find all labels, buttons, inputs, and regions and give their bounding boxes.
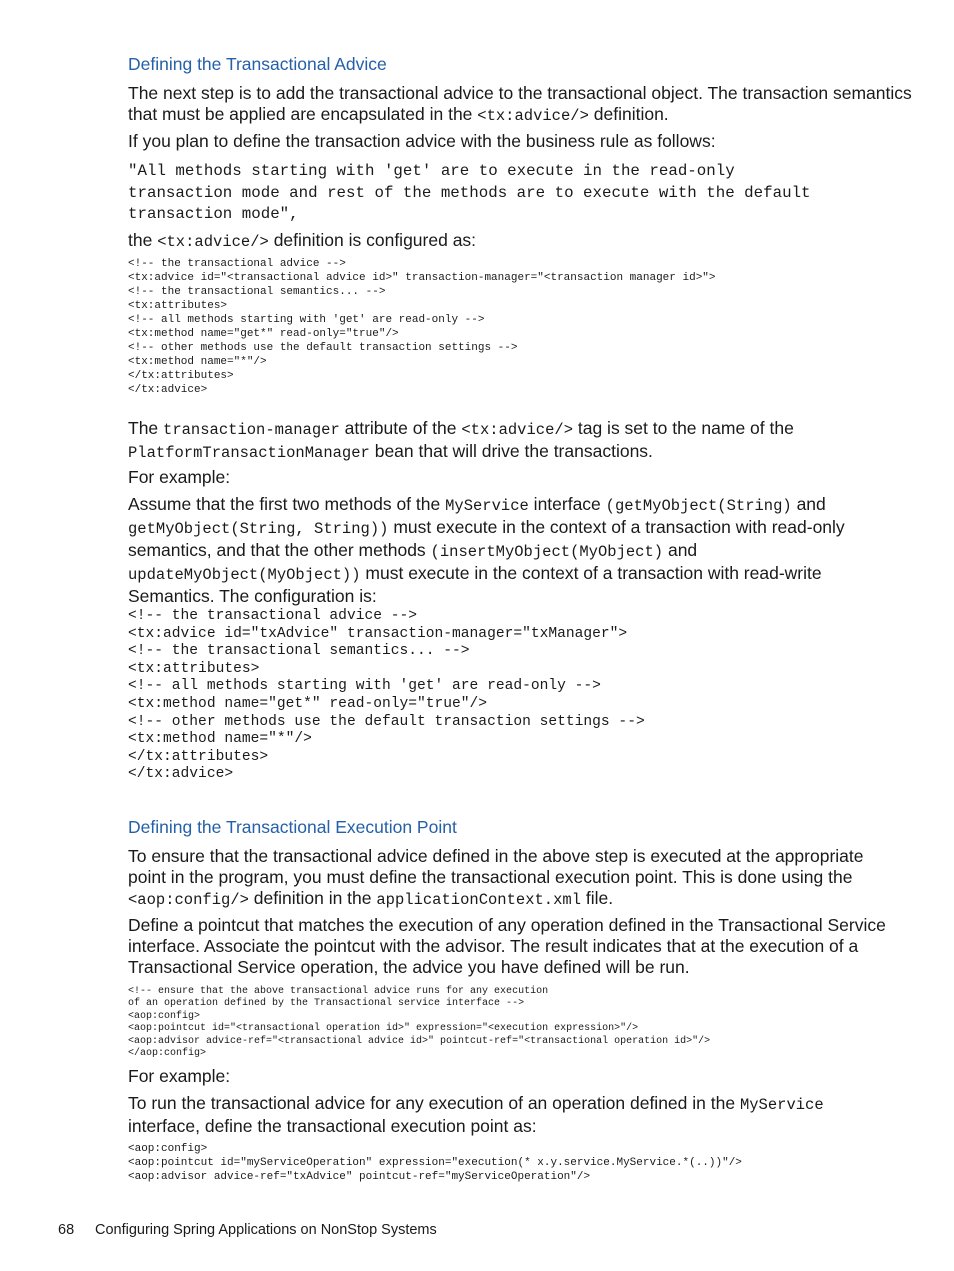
code-block-tx-advice-example: <!-- the transactional advice --> <tx:advice id="txAdvice" transaction-manager="txManager"> <!-- the transactional semantics... --> <tx:attributes> <!-- all methods starting with 'get' are read-only --> <tx:method name="get*" read-only="true"/> <!-- other methods use the default transaction settings --> <tx:method name="*"/> </tx:attributes> </tx:advice> bbox=[128, 608, 645, 783]
paragraph-intro bbox=[128, 83, 912, 127]
inline-code: <tx:advice/> bbox=[477, 107, 589, 125]
business-rule-text: "All methods starting with 'get' are to execute in the read-only transaction mode and rest of the methods are to execute with the default transaction mode", bbox=[128, 162, 811, 223]
code-block-aop-example: <aop:config> <aop:pointcut id="myServiceOperation" expression="execution(* x.y.service.MyService.*(..))"/> <aop:advisor advice-ref="txAdvice" pointcut-ref="myServiceOperation"/> bbox=[128, 1143, 742, 1183]
page-footer bbox=[58, 1222, 437, 1238]
paragraph-transaction-manager: The transaction-manager attribute of the <tx:advice/> tag is set to the name of the PlatformTransactionManager bean that will drive the transactions. bbox=[128, 418, 794, 462]
inline-code: transaction-manager bbox=[163, 421, 340, 439]
text-line: that must be applied are encapsulated in the <tx:advice/> definition. bbox=[128, 104, 669, 125]
section-heading-execution-point: Defining the Transactional Execution Point bbox=[128, 817, 457, 837]
text-line: The next step is to add the transactional advice to the transactional object. The transaction semantics bbox=[128, 83, 912, 103]
paragraph-define-pointcut: Define a pointcut that matches the execution of any operation defined in the Transactional Service interface. Associate the pointcut with the advisor. The result indicates that at the execution of a Transactional Service operation, the advice you have defined will be run. bbox=[128, 915, 886, 977]
paragraph-to-run: To run the transactional advice for any execution of an operation defined in the MyService interface, define the transactional execution point as: bbox=[128, 1093, 824, 1136]
footer-title: Configuring Spring Applications on NonStop Systems bbox=[95, 1222, 437, 1238]
code-block-tx-advice-template: <!-- the transactional advice --> <tx:advice id="<transactional advice id>" transaction-manager="<transaction manager id>"> <!-- the transactional semantics... --> <tx:attributes> <!-- all methods starting with 'get' are read-only --> <tx:method name="get*" read-only="true"/> <!-- other methods use the default transaction settings --> <tx:method name="*"/> </tx:attributes> </tx:advice> bbox=[128, 258, 716, 396]
paragraph-for-example-2: For example: bbox=[128, 1066, 231, 1086]
inline-code: PlatformTransactionManager bbox=[128, 444, 370, 462]
paragraph-for-example: For example: bbox=[128, 467, 231, 487]
inline-code: <tx:advice/> bbox=[461, 421, 573, 439]
code-block-aop-template: <!-- ensure that the above transactional advice runs for any execution of an operation defined by the Transactional service interface --> <aop:config> <aop:pointcut id="<transactional operation id>" expression="<execution expression>"/> <aop:advisor advice-ref="<transactional advice id>" pointcut-ref="<transactional operation id>"/> </aop:config> bbox=[128, 986, 711, 1060]
paragraph-assume: Assume that the first two methods of the MyService interface (getMyObject(String) and getMyObject(String, String)) must execute in the context of a transaction with read-only semantics, and that the other methods (insertMyObject(MyObject) and updateMyObject(MyObject)) must execute in the context of a transaction with read-write Semantics. The configuration is: bbox=[128, 494, 845, 606]
page-number: 68 bbox=[58, 1222, 75, 1238]
paragraph-configured-as: the <tx:advice/> definition is configured as: bbox=[128, 230, 477, 251]
inline-code: <tx:advice/> bbox=[157, 233, 269, 251]
section-heading-transactional-advice: Defining the Transactional Advice bbox=[128, 54, 387, 74]
paragraph-ensure: To ensure that the transactional advice defined in the above step is executed at the appropriate point in the program, you must define the transactional execution point. This is done using the <aop:config/> definition in the applicationContext.xml file. bbox=[128, 846, 864, 909]
paragraph-business-rule-intro: If you plan to define the transaction advice with the business rule as follows: bbox=[128, 131, 716, 151]
